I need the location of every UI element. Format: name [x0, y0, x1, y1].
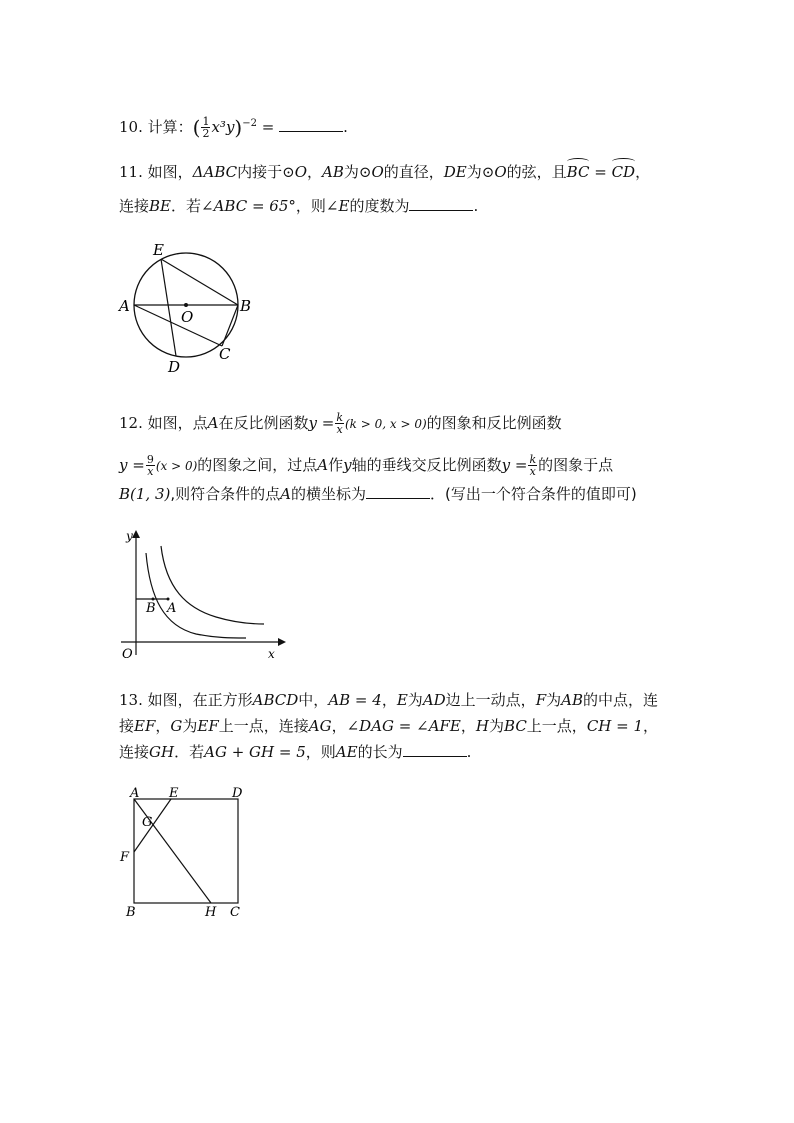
arc-cd: CD — [611, 163, 636, 181]
q12-graph-figure — [116, 528, 286, 663]
label-b: B — [146, 601, 156, 616]
q12-line-1: 12. 如图，点A在反比例函数y = $\frac{k}{x}$ (k > 0, x > 0)的图象和反比例函数 — [119, 411, 562, 436]
curve-9 — [161, 546, 264, 624]
label-b: B — [126, 905, 136, 920]
label-a: A — [130, 786, 140, 801]
q11-line-2: 连接BE．若∠ABC = 65°，则∠E的度数为 . — [119, 197, 479, 215]
label-o: O — [122, 647, 133, 662]
q11-line-1: 11. 如图，ΔABC内接于⊙O，AB为⊙O的直径，DE为⊙O的弦，且BC = CD， — [119, 163, 651, 181]
q12-line-3: B(1, 3),则符合条件的点A的横坐标为 ．(写出一个符合条件的值即可) — [119, 485, 637, 503]
chord-de — [161, 259, 176, 356]
label-f: F — [120, 850, 130, 865]
q10-fraction: $\frac{1}{2}$ — [202, 115, 210, 140]
q10-expr: x³y — [211, 118, 235, 136]
label-o: O — [181, 308, 194, 326]
label-x: x — [268, 647, 275, 661]
q13-line-1: 13. 如图，在正方形ABCD中，AB = 4，E为AD边上一动点，F为AB的中点，连 — [119, 691, 658, 709]
q10-prefix: 计算： — [147, 118, 193, 136]
label-b: B — [240, 297, 252, 315]
q10-number: 10. — [119, 118, 143, 136]
label-d: D — [232, 786, 243, 801]
label-e: E — [153, 241, 164, 259]
label-d: D — [168, 358, 181, 376]
label-y: y — [126, 529, 133, 543]
q10-line: 10. 计算：( $\frac{1}{2}$ x³y)$^{-2}$ = . — [119, 115, 348, 140]
segment-bc — [222, 305, 238, 346]
x-arrow — [278, 638, 286, 646]
q10-exponent: −2 — [242, 118, 257, 129]
q13-square-figure — [116, 782, 256, 922]
label-a: A — [167, 601, 177, 616]
y-arrow — [132, 530, 140, 538]
label-g: G — [142, 815, 153, 830]
center-dot — [184, 303, 188, 307]
label-c: C — [230, 905, 240, 920]
segment-eb — [161, 259, 238, 305]
arc-bc: BC — [566, 163, 590, 181]
q13-answer-blank[interactable] — [403, 742, 467, 757]
q13-line-2: 接EF，G为EF上一点，连接AG，∠DAG = ∠AFE，H为BC上一点，CH = 1， — [119, 717, 659, 735]
label-h: H — [205, 905, 217, 920]
q12-answer-blank[interactable] — [366, 484, 430, 499]
label-c: C — [219, 345, 231, 363]
curve-k — [146, 553, 246, 638]
label-e: E — [169, 786, 179, 801]
q11-answer-blank[interactable] — [409, 196, 473, 211]
q10-answer-blank[interactable] — [279, 117, 343, 132]
q13-line-3: 连接GH．若AG + GH = 5，则AE的长为 . — [119, 743, 472, 761]
label-a: A — [119, 297, 130, 315]
q11-circle-figure — [116, 238, 256, 378]
q12-line-2: y = $\frac{9}{x}$ (x > 0)的图象之间，过点A作y轴的垂线交反比例函数y = $\frac{k}{x}$ 的图象于点 — [119, 453, 614, 478]
